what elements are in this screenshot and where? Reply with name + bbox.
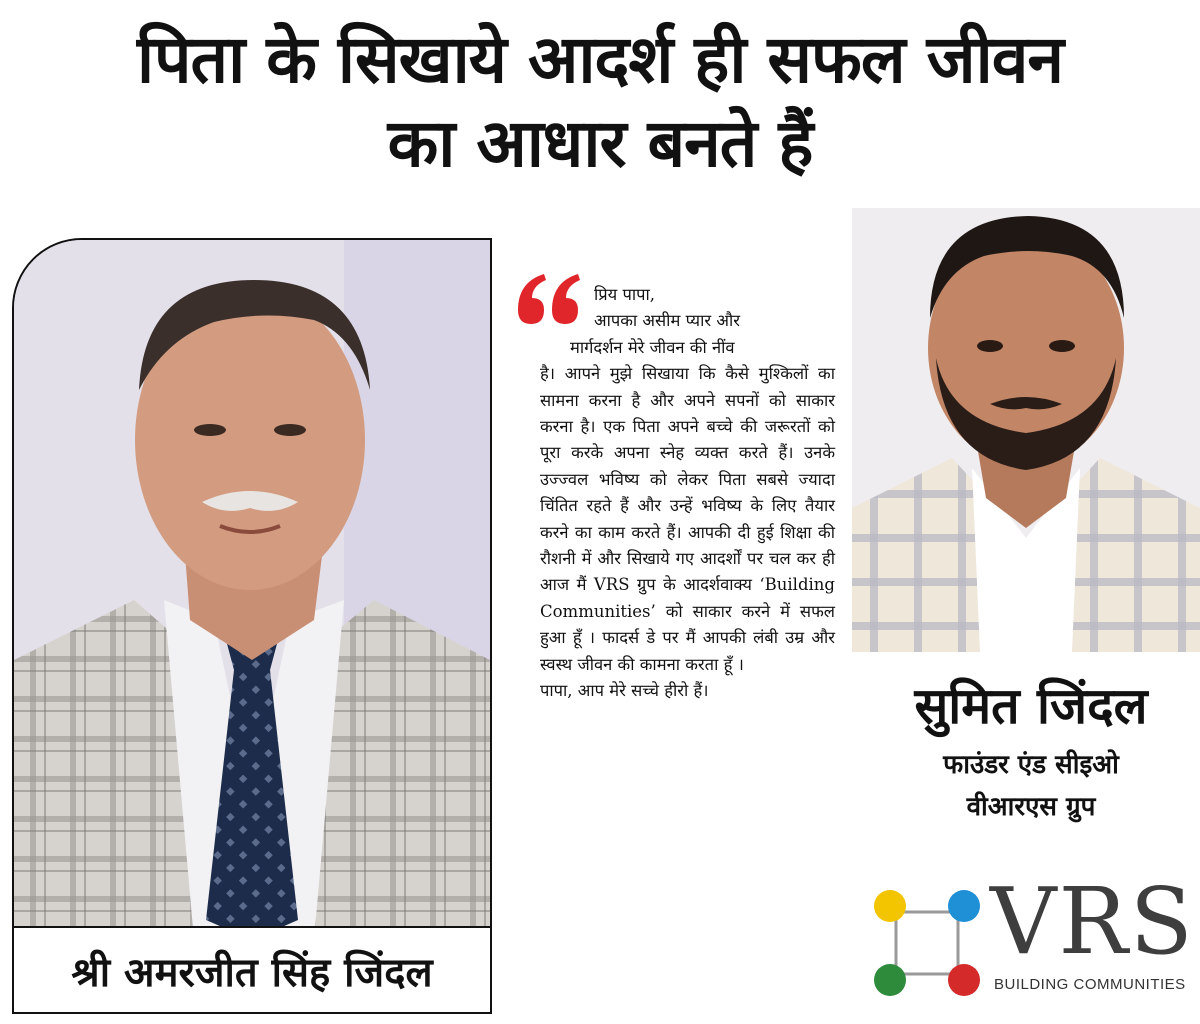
headline-line-2: का आधार बनते हैं [387,105,813,182]
vrs-tagline: BUILDING COMMUNITIES [994,976,1186,993]
son-photo-illustration [852,208,1200,652]
vrs-logo [872,868,1195,998]
logo-dot-2 [874,964,906,996]
vrs-logo-mark-icon [872,888,982,998]
logo-dot-3 [948,964,980,996]
son-title-line-1: फाउंडर एंड सीइओ [943,750,1119,780]
father-portrait [12,238,492,1014]
letter-body: है। आपने मुझे सिखाया कि कैसे मुश्किलों का सामना करना है और अपने सपनों को साकार करना है। एक पिता अपने बच्चे की जरूरतों को पूरा करके अपना स्नेह व्यक्त करते हैं। उनके उज्ज्वल भविष्य को लेकर पिता सबसे ज्यादा चिंतित रहते हैं और उन्हें भविष्य के लिए तैयार करने का काम करते हैं। आपकी दी हुई शिक्षा की रौशनी में और सिखाये गए आदर्शों पर चल कर ही आज मैं VRS ग्रुप के आदर्शवाक्य ‘Building Communities’ को साकार करने में सफल हुआ हूँ । फादर्स डे पर मैं आपकी लंबी उम्र और स्वस्थ जीवन की कामना करता हूँ । [540,364,835,674]
logo-dot-1 [948,890,980,922]
logo-dot-0 [874,890,906,922]
letter-intro-line-1: आपका असीम प्यार और [594,311,741,331]
letter-greeting: प्रिय पापा, [594,285,656,304]
letter-intro-line-2: मार्गदर्शन मेरे जीवन की नींव [570,337,735,357]
letter-text [540,282,835,705]
letter-closing: पापा, आप मेरे सच्चे हीरो हैं। [540,681,709,701]
father-name-caption: श्री अमरजीत सिंह जिंदल [14,926,490,1012]
father-photo-illustration [14,240,490,940]
son-portrait [852,208,1200,652]
son-name: सुमित जिंदल [914,677,1148,735]
vrs-wordmark: VRS [990,868,1195,975]
son-title-line-2: वीआरएस ग्रुप [966,792,1096,822]
headline [0,18,1200,186]
headline-line-1: पिता के सिखाये आदर्श ही सफल जीवन [136,21,1064,98]
